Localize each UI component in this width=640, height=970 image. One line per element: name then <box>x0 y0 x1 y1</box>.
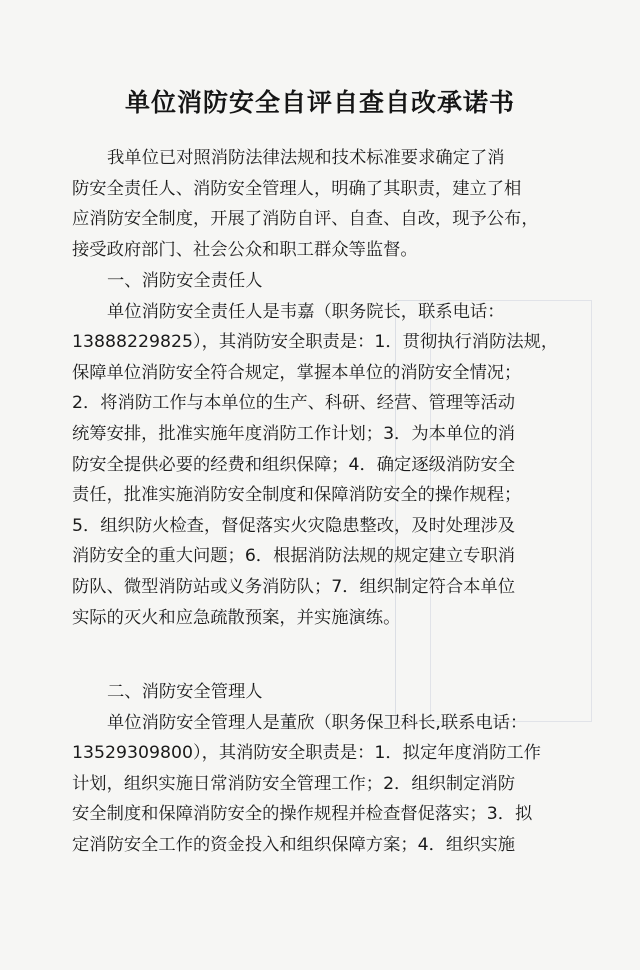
section-1-line: 5．组织防火检查，督促落实火灾隐患整改，及时处理涉及 <box>72 515 516 536</box>
section-2-line: 安全制度和保障消防安全的操作规程并检查督促落实；3．拟 <box>72 804 533 825</box>
intro-line: 接受政府部门、社会公众和职工群众等监督。 <box>72 239 418 260</box>
section-1-line: 保障单位消防安全符合规定，掌握本单位的消防安全情况； <box>72 362 522 383</box>
section-2-line: 定消防安全工作的资金投入和组织保障方案；4．组织实施 <box>72 834 516 855</box>
section-1-line: 统筹安排，批准实施年度消防工作计划；3．为本单位的消 <box>72 423 516 444</box>
section-1-line: 13888229825），其消防安全职责是：1．贯彻执行消防法规， <box>72 332 559 353</box>
section-1-line: 实际的灭火和应急疏散预案，并实施演练。 <box>72 607 401 628</box>
document-title: 单位消防安全自评自查自改承诺书 <box>124 87 515 117</box>
intro-paragraph <box>72 143 592 265</box>
section-1-line: 防安全提供必要的经费和组织保障；4．确定逐级消防安全 <box>72 454 516 475</box>
section-1-line: 单位消防安全责任人是韦嘉（职务院长，联系电话： <box>107 301 505 322</box>
section-1-heading: 一、消防安全责任人 <box>107 271 263 291</box>
section-2-heading: 二、消防安全管理人 <box>107 682 263 702</box>
section-1-line: 防队、微型消防站或义务消防队；7．组织制定符合本单位 <box>72 576 516 597</box>
section-1-line: 2．将消防工作与本单位的生产、科研、经营、管理等活动 <box>72 393 516 414</box>
section-1 <box>72 266 592 633</box>
intro-line: 防安全责任人、消防安全管理人，明确了其职责，建立了相 <box>72 178 522 199</box>
section-2-line: 13529309800），其消防安全职责是：1．拟定年度消防工作 <box>72 743 541 764</box>
section-1-line: 责任，批准实施消防安全制度和保障消防安全的操作规程； <box>72 485 522 506</box>
intro-line: 应消防安全制度，开展了消防自评、自查、自改，现予公布， <box>72 209 539 230</box>
section-2 <box>72 677 592 861</box>
section-2-line: 单位消防安全管理人是董欣（职务保卫科长,联系电话： <box>107 712 528 733</box>
section-2-line: 计划，组织实施日常消防安全管理工作；2．组织制定消防 <box>72 773 516 794</box>
intro-line: 我单位已对照消防法律法规和技术标准要求确定了消 <box>107 148 505 168</box>
section-1-line: 消防安全的重大问题；6．根据消防法规的规定建立专职消 <box>72 546 516 567</box>
